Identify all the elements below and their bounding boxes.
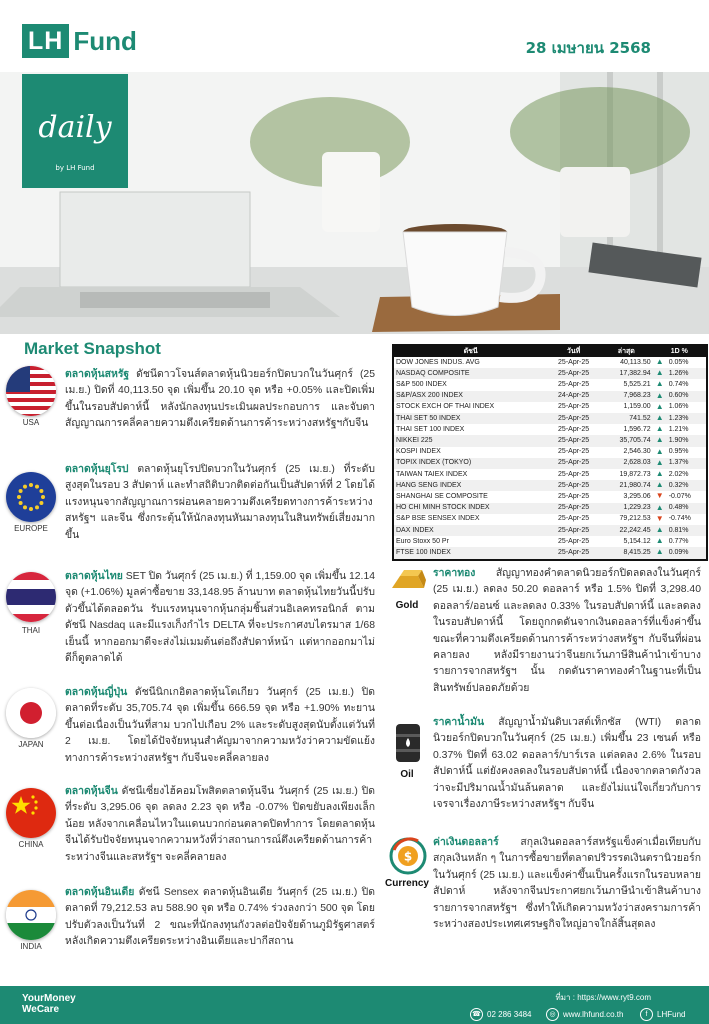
direction-cell [653,469,667,480]
date-cell: 25-Apr-25 [547,413,600,424]
market-china-heading: ตลาดหุ้นจีน [65,786,118,797]
direction-cell [653,480,667,491]
direction-cell [653,536,667,547]
phone-text: 02 286 3484 [487,1010,532,1019]
table-row [394,402,706,413]
arrow-up-icon: ▲ [655,379,664,389]
commodity-oil [433,715,701,813]
index-name-cell: S&P 500 INDEX [396,380,447,388]
arrow-up-icon: ▲ [655,502,664,512]
europe-flag-icon [6,472,56,522]
oil-barrel-icon [388,718,428,770]
change-pct-cell: 0.77% [668,537,689,545]
flag-label-japan: JAPAN [18,740,44,749]
date-cell: 25-Apr-25 [547,368,600,379]
index-name-cell: HO CHI MINH STOCK INDEX [394,503,547,514]
usa-flag-icon [6,366,56,416]
arrow-up-icon: ▲ [655,390,664,400]
date-cell: 25-Apr-25 [558,358,590,366]
date-cell: 25-Apr-25 [558,403,590,411]
china-flag-icon [6,788,56,838]
change-pct-cell: 1.21% [668,425,689,433]
arrow-down-icon: ▼ [655,513,664,523]
oil-label: Oil [400,769,414,780]
last-value-cell: 2,628.03 [600,458,653,469]
direction-cell [653,357,667,368]
direction-cell [653,525,667,536]
last-value-cell: 1,596.72 [623,425,651,433]
direction-cell [653,413,667,424]
index-name-cell: FTSE 100 INDEX [394,547,547,558]
direction-cell [653,379,667,390]
change-pct-cell: 0.74% [668,380,689,388]
col-header-date: วันที่ [547,346,600,357]
direction-cell [653,491,667,502]
index-name-cell: DAX INDEX [394,525,547,536]
change-pct-cell: 1.90% [667,435,706,446]
direction-cell [653,391,667,402]
index-name-cell: KOSPI INDEX [396,448,441,456]
last-value-cell: 1,229.23 [600,503,653,514]
footer-facebook[interactable] [640,1008,685,1021]
change-pct-cell: 2.02% [668,470,689,478]
index-name-cell: THAI SET 100 INDEX [396,425,465,433]
table-row [394,379,706,390]
direction-cell [653,447,667,458]
change-pct-cell: 1.26% [667,368,706,379]
last-value-cell: 8,415.25 [600,547,653,558]
slogan-line-2: WeCare [22,1004,60,1015]
footer-phone[interactable] [470,1008,532,1021]
date-cell: 25-Apr-25 [547,503,600,514]
col-header-index: ดัชนี [394,346,547,357]
market-thai [65,569,375,667]
change-pct-cell: 0.60% [667,391,706,402]
index-name-cell: DOW JONES INDUS. AVG [396,358,480,366]
direction-cell [653,402,667,413]
date-cell: 25-Apr-25 [547,458,600,469]
last-value-cell: 5,154.12 [623,537,651,545]
date-cell: 25-Apr-25 [547,525,600,536]
footer-slogan [22,993,76,1015]
market-china [65,784,375,866]
change-pct-cell: -0.74% [668,515,691,523]
arrow-up-icon: ▲ [655,435,664,445]
facebook-icon: f [640,1008,653,1021]
date-cell: 25-Apr-25 [547,480,600,491]
market-europe-body: ตลาดหุ้นยุโรปปิดบวกในวันศุกร์ (25 เม.ย.) ที่ระดับสูงสุดในรอบ 3 สัปดาห์ และทำสถิติบวกติดต่อกันเป็นสัปดาห์ที่ 2 โดยได้แรงหนุนจากสัญญาณการผ่อนคลายความตึงเครียดทางการค้าระหว่างสหรัฐฯ และจีน ซึ่งกระตุ้นให้นักลงทุนหันมาลงทุนในสินทรัพย์เสี่ยงมากขึ้น [65,464,375,541]
table-row [394,536,706,547]
phone-icon: ☎ [470,1008,483,1021]
table-row [394,525,706,536]
arrow-up-icon: ▲ [655,446,664,456]
oil-body: สัญญาน้ำมันดิบเวสต์เท็กซัส (WTI) ตลาดนิวยอร์กปิดบวกในวันศุกร์ (25 เม.ย.) เพิ่มขึ้น 23 เซนต์ หรือ 0.37% ปิดที่ 63.02 ดอลลาร์/บาร์เรล แต่ลดลง 2.6% ในรอบสัปดาห์นี้ แต่ยังคงลดลงในรอบสัปดาห์นี้ เนื่องจากตลาดกังวลว่าจะมีปริมาณน้ำมันล้นตลาด และยังไม่แน่ใจเกี่ยวกับการเจรจาเรื่องภาษีระหว่างสหรัฐฯ กับจีน [433,717,701,811]
index-name-cell: TOPIX INDEX (TOKYO) [394,458,547,469]
index-name-cell: S&P BSE SENSEX INDEX [396,515,480,523]
table-row [394,503,706,514]
last-value-cell: 741.52 [600,413,653,424]
daily-badge [22,74,128,188]
section-title: Market Snapshot [24,339,161,358]
change-pct-cell: 1.06% [668,403,689,411]
logo-fund-text: Fund [73,25,137,56]
arrow-up-icon: ▲ [655,413,664,423]
last-value-cell: 17,382.94 [600,368,653,379]
table-row [394,514,706,525]
table-row [394,480,706,491]
table-row [394,391,706,402]
date-cell: 25-Apr-25 [558,470,590,478]
col-header-change: 1D % [653,346,706,357]
daily-by-line: by LH Fund [55,164,95,172]
footer [0,986,709,1024]
arrow-up-icon: ▲ [655,424,664,434]
date-cell: 25-Apr-25 [558,515,590,523]
date-cell: 25-Apr-25 [547,435,600,446]
date-cell: 25-Apr-25 [558,448,590,456]
table-header-row [394,346,706,357]
gold-body: สัญญาทองคำตลาดนิวยอร์กปิดลดลงในวันศุกร์ (25 เม.ย.) ลดลง 50.20 ดอลลาร์ หรือ 1.5% ปิดที่ 3,298.40 ดอลลาร์/ออนซ์ และลดลง 0.33% ในรอบสัปดาห์นี้ และลดลงในรอบสัปดาห์นี้ โดยถูกกดดันจากเงินดอลลาร์ที่แข็งค่าขึ้น ขณะที่ความตึงเครียดด้านการค้าระหว่างสหรัฐฯ กับจีนที่ผ่อนคลายลง หลังมีรายงานว่าจีนยกเว้นภาษีสินค้านำเข้าบางรายการจากสหรัฐฯ นั้น กดดันราคาทองคำในฐานะที่เป็นสินทรัพย์ปลอดภัยด้วย [433,568,701,694]
change-pct-cell: 0.09% [667,547,706,558]
arrow-up-icon: ▲ [655,536,664,546]
index-name-cell: THAI SET 50 INDEX [394,413,547,424]
date-cell: 25-Apr-25 [558,425,590,433]
table-row [394,491,706,502]
index-name-cell: S&P/ASX 200 INDEX [394,391,547,402]
market-usa-heading: ตลาดหุ้นสหรัฐ [65,369,130,380]
gold-bars-icon [388,566,428,600]
source-line: ที่มา : https://www.ryt9.com [555,993,651,1002]
flag-label-india: INDIA [20,942,42,951]
arrow-up-icon: ▲ [655,525,664,535]
change-pct-cell: 0.81% [667,525,706,536]
index-table [392,344,708,561]
index-name-cell: Euro Stoxx 50 Pr [396,537,449,545]
table-row [394,424,706,435]
markets-column [0,362,380,982]
last-value-cell: 7,968.23 [600,391,653,402]
oil-heading: ราคาน้ำมัน [433,717,485,728]
table-row [394,413,706,424]
table-row [394,458,706,469]
globe-icon: ◎ [546,1008,559,1021]
arrow-up-icon: ▲ [655,547,664,557]
footer-website[interactable] [546,1008,623,1021]
last-value-cell: 40,113.50 [620,358,651,366]
direction-cell [653,435,667,446]
direction-cell [653,458,667,469]
index-name-cell: TAIWAN TAIEX INDEX [396,470,468,478]
report-date: 28 เมษายน 2568 [525,39,651,57]
date-cell: 25-Apr-25 [558,380,590,388]
flag-label-usa: USA [22,418,40,427]
market-japan-heading: ตลาดหุ้นญี่ปุ่น [65,687,128,698]
arrow-up-icon: ▲ [655,401,664,411]
change-pct-cell: -0.07% [668,492,691,500]
last-value-cell: 2,546.30 [623,448,651,456]
market-europe-heading: ตลาดหุ้นยุโรป [65,464,129,475]
change-pct-cell: 0.48% [667,503,706,514]
svg-text:$: $ [403,849,413,864]
direction-cell [653,368,667,379]
table-row [394,447,706,458]
direction-cell [653,503,667,514]
last-value-cell: 79,212.53 [619,515,651,523]
market-thai-heading: ตลาดหุ้นไทย [65,571,123,582]
market-usa [65,367,375,433]
date-cell: 25-Apr-25 [547,547,600,558]
last-value-cell: 22,242.45 [600,525,653,536]
table-body [394,357,706,559]
last-value-cell: 19,872.73 [619,470,651,478]
india-flag-icon [6,890,56,940]
last-value-cell: 21,980.74 [600,480,653,491]
arrow-up-icon: ▲ [655,457,664,467]
gold-heading: ราคาทอง [433,568,476,579]
gold-label: Gold [395,600,419,611]
market-india [65,885,375,951]
logo-lh-mark: LH [22,24,69,58]
last-value-cell: 1,159.00 [623,403,651,411]
direction-cell [653,514,667,525]
table-row [394,357,706,368]
date-cell: 25-Apr-25 [558,492,590,500]
date-cell: 24-Apr-25 [547,391,600,402]
market-japan [65,685,375,767]
commodity-gold [433,566,701,697]
flag-label-europe: EUROPE [14,524,48,533]
slogan-line-1: YourMoney [22,993,76,1004]
change-pct-cell: 1.37% [667,458,706,469]
table-row [394,435,706,446]
thai-flag-icon [6,572,56,622]
arrow-up-icon: ▲ [655,480,664,490]
arrow-up-icon: ▲ [655,368,664,378]
arrow-down-icon: ▼ [655,491,664,501]
market-thai-body: SET ปิด วันศุกร์ (25 เม.ย.) ที่ 1,159.00 จุด เพิ่มขึ้น 12.14 จุด (+1.06%) มูลค่าซื้อขาย 33,148.95 ล้านบาท ตลาดหุ้นไทยวันนี้ปรับตัวขึ้นได้ตลอดวัน รับแรงหนุนจากหุ้นกลุ่มชิ้นส่วนอิเลคทรอนิกส์ ตามดัชนี Nasdaq และมีแรงเก็งกำไร DELTA ที่จะประกาศงบไตรมาส 1/68 เย็นนี้ หากออกมาดีจะส่งไม่เมมต้นต่อถึงสัปดาห์หน้า แต่หากออกมาไม่ดีก็ดูตลาดได้ [65,571,375,665]
col-header-last: ล่าสุด [600,346,653,357]
table-row [394,368,706,379]
index-name-cell: HANG SENG INDEX [394,480,547,491]
market-europe [65,462,375,544]
change-pct-cell: 0.32% [667,480,706,491]
flag-label-thai: THAI [21,626,41,635]
change-pct-cell: 1.23% [667,413,706,424]
lh-fund-logo [22,24,137,58]
daily-wordmark: daily [38,110,112,145]
facebook-text: LHFund [657,1010,686,1019]
direction-cell [653,547,667,558]
index-name-cell: SHANGHAI SE COMPOSITE [396,492,488,500]
change-pct-cell: 0.95% [668,448,689,456]
market-japan-body: ดัชนีนิกเกอิตลาดหุ้นโตเกียว วันศุกร์ (25 เม.ย.) ปิดตลาดที่ระดับ 35,705.74 จุด เพิ่มขึ้น 666.59 จุด หรือ +1.90% ทะยานขึ้นต่อเนื่องเป็นวันที่สาม บวกไปเกือบ 2% และระดับสูงสุดนับตั้งแต่วันที่ 2 เม.ย. โดยได้ปัจจัยหนุนสำคัญมาจากความหวังว่าความขัดแย้งทางการค้าระหว่างสหรัฐฯ กับจีนจะคลี่คลายลง [65,687,375,764]
index-name-cell: NIKKEI 225 [394,435,547,446]
arrow-up-icon: ▲ [655,357,664,366]
date-cell: 25-Apr-25 [558,537,590,545]
table-row [394,547,706,558]
currency-label: Currency [385,878,429,889]
currency-body: สกุลเงินดอลลาร์สหรัฐแข็งค่าเมื่อเทียบกับสกุลเงินหลัก ๆ ในการซื้อขายที่ตลาดปริวรรตเงินตรานิวยอร์กในวันศุกร์ (25 เม.ย.) และแข็งค่าขึ้นเป็นครั้งแรกในรอบหลายสัปดาห์ หลังจากจีนประกาศยกเว้นภาษีนำเข้าสินค้าบางรายการจากสหรัฐฯ ซึ่งทำให้เกิดความหวังว่าสงครามการค้าระหว่างสองประเทศเศรษฐกิจใหญ่อาจใกล้สิ้นสุดลง [433,837,701,931]
market-india-heading: ตลาดหุ้นอินเดีย [65,887,135,898]
last-value-cell: 5,525.21 [623,380,651,388]
commodity-currency [433,835,701,933]
table-row [394,469,706,480]
flag-label-china: CHINA [18,840,44,849]
last-value-cell: 3,295.06 [623,492,651,500]
change-pct-cell: 0.05% [668,358,689,366]
website-text: www.lhfund.co.th [563,1010,624,1019]
last-value-cell: 35,705.74 [600,435,653,446]
direction-cell [653,424,667,435]
currency-heading: ค่าเงินดอลลาร์ [433,837,499,848]
index-name-cell: NASDAQ COMPOSITE [394,368,547,379]
arrow-up-icon: ▲ [655,469,664,479]
index-name-cell: STOCK EXCH OF THAI INDEX [396,403,495,411]
market-china-body: ดัชนีเซี่ยงไฮ้คอมโพสิตตลาดหุ้นจีน วันศุกร์ (25 เม.ย.) ปิดที่ระดับ 3,295.06 จุด ลดลง 2.23 จุด หรือ -0.07% ปิดขยับลงเพียงเล็กน้อย หลังจากเคลื่อนไหวในแดนบวกก่อนตลาดปิดทำการ โดยตลาดหุ้นจีนได้รับปัจจัยหนุนจากความหวังที่ว่าสถานการณ์ตึงเครียดด้านการค้าระหว่างจีนและสหรัฐฯ จะคลี่คลายลง [65,786,375,863]
currency-exchange-icon [388,836,428,880]
market-usa-body: ดัชนีดาวโจนส์ตลาดหุ้นนิวยอร์กปิดบวกในวันศุกร์ (25 เม.ย.) ปิดที่ 40,113.50 จุด เพิ่มขึ้น 20.10 จุด หรือ +0.05% และปิดเพิ่มขึ้นในรอบสัปดาห์นี้ หลังนักลงทุนประเมินผลประกอบการ และจับตาสัญญาณการคลี่คลายความตึงเครียดด้านการค้าระหว่างสหรัฐฯกับจีน [65,369,375,430]
japan-flag-icon [6,688,56,738]
market-india-body: ดัชนี Sensex ตลาดหุ้นอินเดีย วันศุกร์ (25 เม.ย.) ปิดตลาดที่ 79,212.53 ลบ 588.90 จุด หรือ 0.74% ร่วงลงกว่า 500 จุด โดยปรับตัวลงเป็นวันที่ 2 ขณะที่นักลงทุนกังวลต่อปัจจัยด้านภูมิรัฐศาสตร์ หลังเกิดความตึงเครียดระหว่างอินเดียและปากีสถาน [65,887,375,948]
